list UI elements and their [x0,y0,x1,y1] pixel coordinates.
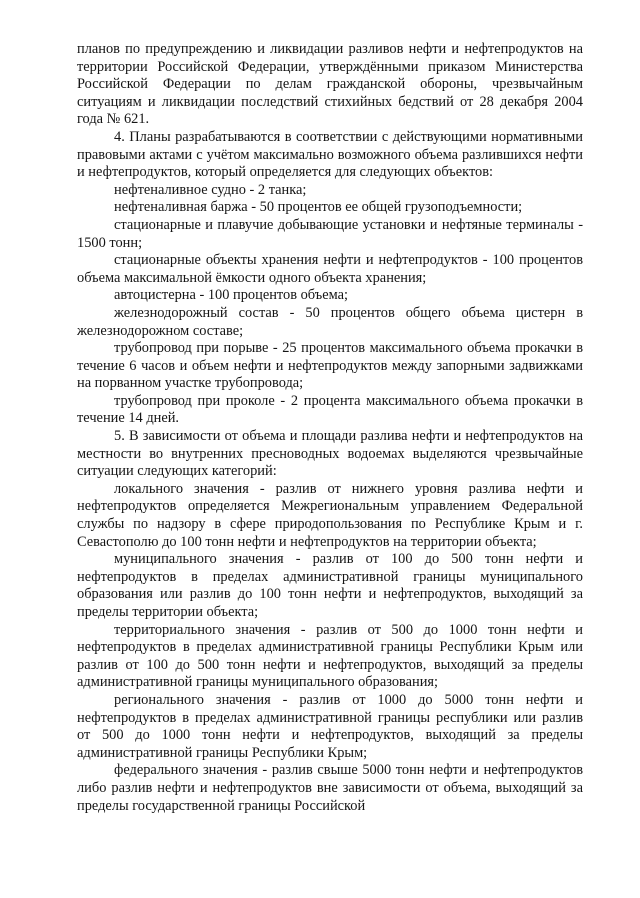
category-regional: регионального значения - разлив от 1000 до 5000 тонн нефти и нефтепродуктов в пределах административной границы республики или разлив от 500 до 1000 тонн нефти и нефтепродуктов, выходящий за пределы административной границы Республики Крым; [77,691,583,761]
list-item-storage-facilities: стационарные объекты хранения нефти и нефтепродуктов - 100 процентов объема максимальной ёмкости одного объекта хранения; [77,252,583,286]
category-federal: федерального значения - разлив свыше 5000 тонн нефти и нефтепродуктов либо разлив нефти и нефтепродуктов вне зависимости от объема, выходящий за пределы государственной границы Российской [77,762,583,814]
list-item-tanker-vessel: нефтеналивное судно - 2 танка; [114,181,307,198]
paragraph-plans-reference: планов по предупреждению и ликвидации разливов нефти и нефтепродуктов на территории Российской Федерации, утверждёнными приказом Министерства Российской Федерации по делам гражданской обороны, чрезвычайным ситуациям и ликвидации последствий стихийных бедствий от 28 декабря 2004 года № 621. [77,41,583,128]
category-municipal: муниципального значения - разлив от 100 до 500 тонн нефти и нефтепродуктов в пределах административной границы муниципального образования или разлив до 100 тонн нефти и нефтепродуктов, выходящий за пределы территории объекта; [77,551,583,620]
document-page [77,41,583,815]
paragraph-item-4: 4. Планы разрабатываются в соответствии с действующими нормативными правовыми актами с учётом максимально возможного объема разлившихся нефти и нефтепродуктов, который определяется для следующих объектов: [77,128,583,181]
list-item-pipeline-puncture: трубопровод при проколе - 2 процента максимального объема прокачки в течение 14 дней. [77,392,583,427]
list-item-tanker-barge: нефтеналивная баржа - 50 процентов ее общей грузоподъемности; [114,199,523,216]
list-item-tank-truck: автоцистерна - 100 процентов объема; [114,287,348,304]
paragraph-item-5: 5. В зависимости от объема и площади разлива нефти и нефтепродуктов на местности во внутренних пресноводных водоемах выделяются чрезвычайные ситуации следующих категорий: [77,428,583,480]
list-item-pipeline-rupture: трубопровод при порыве - 25 процентов максимального объема прокачки в течение 6 часов и объем нефти и нефтепродуктов между запорными задвижками на порванном участке трубопровода; [77,340,583,392]
category-territorial: территориального значения - разлив от 500 до 1000 тонн нефти и нефтепродуктов в пределах административной границы Республики Крым или разлив от 100 до 500 тонн нефти и нефтепродуктов, выходящий за пределы административной границы муниципального образования; [77,621,583,691]
list-item-production-units: стационарные и плавучие добывающие установки и нефтяные терминалы - 1500 тонн; [77,216,583,251]
list-item-railway-train: железнодорожный состав - 50 процентов общего объема цистерн в железнодорожном составе; [77,304,583,339]
category-local: локального значения - разлив от нижнего уровня разлива нефти и нефтепродуктов определяется Межрегиональным управлением Федеральной службы по надзору в сфере природопользования по Республике Крым и г. Севастополю до 100 тонн нефти и нефтепродуктов на территории объекта; [77,480,583,550]
